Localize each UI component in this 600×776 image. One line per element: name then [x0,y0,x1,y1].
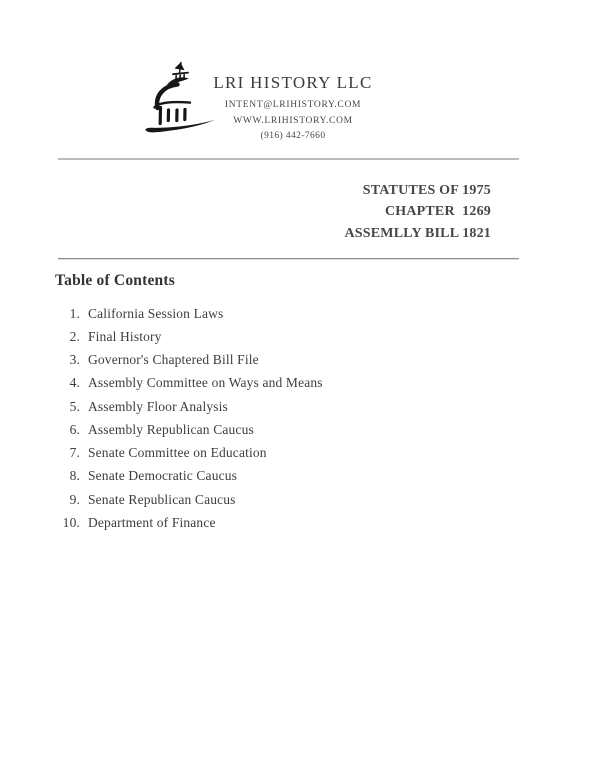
toc-item [55,465,475,488]
toc-item-label: California Session Laws [88,305,224,321]
toc-item [55,325,475,348]
toc-item-label: Assembly Republican Caucus [88,421,254,437]
toc-item-number: 10. [62,514,80,530]
toc-item-number: 9. [69,491,80,507]
toc-item [55,418,475,441]
toc-item-number: 3. [69,352,80,368]
toc-title: Table of Contents [55,272,175,289]
toc-item-label: Assembly Floor Analysis [88,398,228,414]
toc-item-label: Senate Democratic Caucus [88,468,238,484]
assembly-bill-line: ASSEMLLY BILL 1821 [344,225,491,241]
toc-item-label: Governor's Chaptered Bill File [88,352,259,368]
toc-item-label: Assembly Committee on Ways and Means [88,375,323,391]
toc-item [55,395,475,418]
company-name: LRI HISTORY LLC [213,73,373,92]
toc-item-number: 4. [69,375,80,391]
toc-item-number: 2. [69,328,80,344]
toc-item-label: Senate Committee on Education [88,445,267,461]
toc-item-label: Final History [88,328,162,344]
toc-item [55,372,475,395]
toc-item-number: 6. [69,421,80,437]
toc-item-number: 8. [69,468,80,484]
toc-list [55,302,475,535]
reference-divider [58,258,519,259]
toc-item [55,349,475,372]
toc-item-number: 1. [69,305,80,321]
toc-item [55,511,475,534]
toc-item-label: Senate Republican Caucus [88,491,236,507]
statute-reference [344,180,491,244]
company-email: INTENT@LRIHISTORY.COM [224,100,362,110]
toc-item-number: 7. [69,445,80,461]
chapter-line: CHAPTER 1269 [384,204,491,220]
toc-item [55,302,475,325]
letterhead [171,72,415,145]
toc-item [55,488,475,511]
toc-item-number: 5. [69,398,80,414]
toc-item-label: Department of Finance [88,514,216,530]
statutes-line: STATUTES OF 1975 [362,183,491,198]
company-website: WWW.LRIHISTORY.COM [233,115,353,126]
header-divider [58,158,519,160]
company-phone: (916) 442-7660 [260,131,326,141]
toc-item [55,442,475,465]
